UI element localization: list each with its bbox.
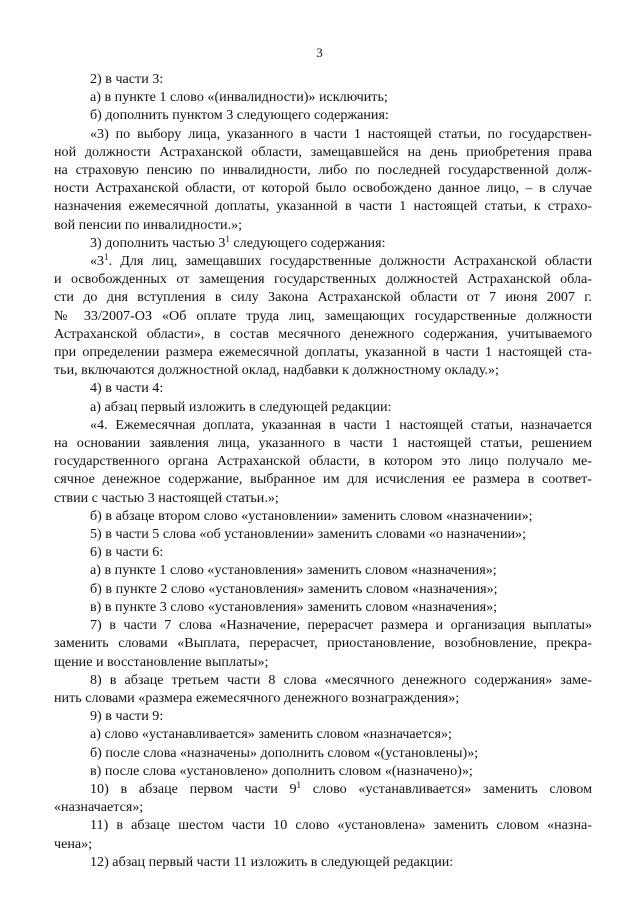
text-line: Астраханской области», в состав месячного денежного содержания, учитываемого	[54, 325, 592, 342]
text-segment: 3) дополнить частью 3	[90, 234, 226, 251]
text-line: а) абзац первый изложить в следующей редакции:	[90, 398, 392, 415]
page-number: 3	[316, 45, 323, 60]
text-line: 9) в части 9:	[90, 708, 164, 725]
text-line: вой пенсии по инвалидности.»;	[54, 216, 243, 233]
text-line: 7) в части 7 слова «Назначение, перерасчет размера и организация выплаты»	[90, 617, 592, 634]
text-line: «4. Ежемесячная доплата, указанная в части 1 настоящей статьи, назначается	[90, 416, 592, 433]
text-line: на основании заявления лица, указанного в части 1 настоящей статьи, решением	[54, 435, 592, 452]
text-line	[54, 780, 592, 798]
text-line: а) слово «устанавливается» заменить словом «назначается»;	[90, 726, 452, 743]
text-line	[54, 252, 592, 270]
text-line: б) дополнить пунктом 3 следующего содержания:	[90, 107, 389, 124]
text-line: 8) в абзаце третьем части 8 слова «месячного денежного содержания» заме-	[90, 671, 592, 688]
text-line: ной должности Астраханской области, замещавшейся на день приобретения права	[54, 143, 592, 160]
text-line: в) в пункте 3 слово «установления» заменить словом «назначения»;	[90, 598, 498, 615]
text-line: назначения ежемесячной доплаты, указанной в части 1 настоящей статьи, к страхо-	[54, 198, 592, 215]
text-line: б) после слова «назначены» дополнить словом «(установлены)»;	[90, 744, 479, 761]
text-line: тьи, включаются должностной оклад, надбавки к должностному окладу.»;	[54, 362, 499, 379]
superscript: 1	[104, 252, 109, 263]
text-segment: 10) в абзаце первом части 9	[90, 780, 297, 797]
text-line: ности Астраханской области, от которой было освобождено данное лицо, – в случае	[54, 180, 592, 197]
text-line: на страховую пенсию по инвалидности, либо по последней государственной долж-	[54, 162, 592, 179]
text-line: б) в абзаце втором слово «установлении» заменить словом «назначении»;	[90, 507, 533, 524]
text-line: 5) в части 5 слова «об установлении» заменить словами «о назначении»;	[90, 526, 527, 543]
text-line	[54, 234, 592, 252]
text-line: и освобожденных от замещения государственных должностей Астраханской обла-	[54, 271, 592, 288]
text-line: чена»;	[54, 835, 93, 852]
document-body	[54, 70, 592, 871]
text-segment: . Для лиц, замещавших государственные должности Астраханской области	[108, 253, 592, 270]
text-line: № 33/2007-ОЗ «Об оплате труда лиц, замещающих государственные должности	[54, 307, 592, 324]
superscript: 1	[225, 233, 230, 244]
text-line: а) в пункте 1 слово «установления» заменить словом «назначения»;	[90, 562, 497, 579]
text-line: государственного органа Астраханской области, в котором это лицо получало ме-	[54, 453, 592, 470]
text-line: б) в пункте 2 слово «установления» заменить словом «назначения»;	[90, 580, 498, 597]
text-line: сти до дня вступления в силу Закона Астраханской области от 7 июня 2007 г.	[54, 289, 592, 306]
text-line: ствии с частью 3 настоящей статьи.»;	[54, 489, 279, 506]
text-line: сячное денежное содержание, выбранное им для исчисления ее размера в соответ-	[54, 471, 592, 488]
text-line: «назначается»;	[54, 799, 144, 816]
text-line: нить словами «размера ежемесячного денежного вознаграждения»;	[54, 689, 460, 706]
text-line: 2) в части 3:	[90, 71, 164, 87]
text-line: при определении размера ежемесячной доплаты, указанной в части 1 настоящей ста-	[54, 344, 592, 361]
text-line: заменить словами «Выплата, перерасчет, приостановление, возобновление, прекра-	[54, 635, 592, 652]
text-line: в) после слова «установлено» дополнить словом «(назначено)»;	[90, 762, 473, 779]
text-line: 4) в части 4:	[90, 380, 164, 397]
text-segment: слово «устанавливается» заменить словом	[301, 780, 592, 797]
text-segment: следующего содержания:	[229, 234, 386, 251]
text-line: «3) по выбору лица, указанного в части 1 настоящей статьи, по государствен-	[90, 125, 592, 142]
text-segment: «3	[90, 253, 105, 270]
text-line: щение и восстановление выплаты»;	[54, 653, 269, 670]
text-line: 6) в части 6:	[90, 544, 164, 561]
text-line: 12) абзац первый части 11 изложить в следующей редакции:	[90, 853, 454, 870]
text-line: а) в пункте 1 слово «(инвалидности)» исключить;	[90, 89, 388, 106]
text-line: 11) в абзаце шестом части 10 слово «установлена» заменить словом «назна-	[90, 817, 592, 834]
superscript: 1	[296, 779, 302, 790]
